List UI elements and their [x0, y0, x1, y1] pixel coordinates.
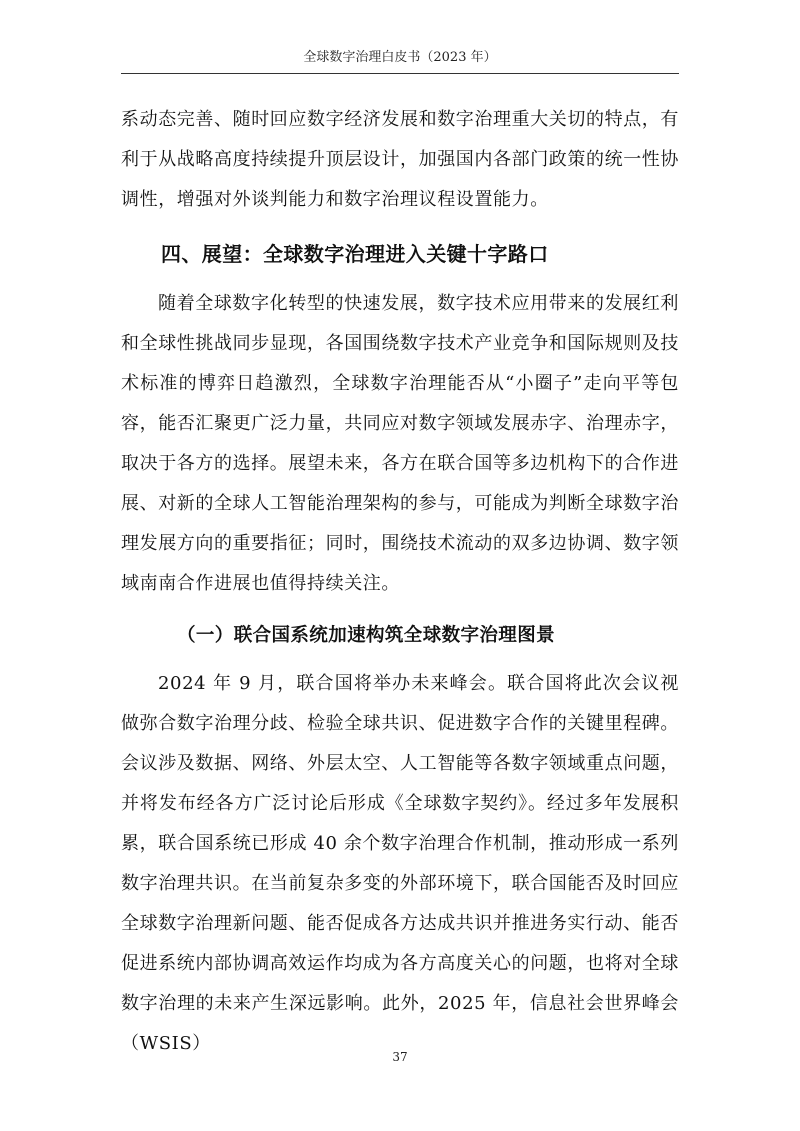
section-paragraph: 随着全球数字化转型的快速发展，数字技术应用带来的发展红利和全球性挑战同步显现，各国围绕数字技术产业竞争和国际规则及技术标准的博弈日趋激烈，全球数字治理能否从“小圈子”走向平等包容，能否汇聚更广泛力量，共同应对数字领域发展赤字、治理赤字，取决于各方的选择。展望未来，各方在联合国等多边机构下的合作进展、对新的全球人工智能治理架构的参与，可能成为判断全球数字治理发展方向的重要指征；同时，围绕技术流动的双多边协调、数字领域南南合作进展也值得持续关注。 [121, 293, 679, 594]
subsection-heading: （一）联合国系统加速构筑全球数字治理图景 [177, 625, 556, 646]
document-body [121, 100, 679, 1064]
page-number: 37 [392, 1050, 408, 1064]
continuation-paragraph: 系动态完善、随时回应数字经济发展和数字治理重大关切的特点，有利于从战略高度持续提升顶层设计，加强国内各部门政策的统一性协调性，增强对外谈判能力和数字治理议程设置能力。 [121, 109, 679, 210]
section-heading: 四、展望：全球数字治理进入关键十字路口 [161, 242, 549, 266]
subsection-paragraph: 2024 年 9 月，联合国将举办未来峰会。联合国将此次会议视做弥合数字治理分歧、检验全球共识、促进数字合作的关键里程碑。会议涉及数据、网络、外层太空、人工智能等各数字领域重点问题，并将发布经各方广泛讨论后形成《全球数字契约》。经过多年发展积累，联合国系统已形成 40 余个数字治理合作机制，推动形成一系列数字治理共识。在当前复杂多变的外部环境下，联合国能否及时回应全球数字治理新问题、能否促成各方达成共识并推进务实行动、能否促进系统内部协调高效运作均成为各方高度关心的问题，也将对全球数字治理的未来产生深远影响。此外，2025 年，信息社会世界峰会（WSIS） [121, 673, 679, 1054]
header-divider [121, 73, 679, 74]
running-header: 全球数字治理白皮书（2023 年） [303, 50, 497, 65]
